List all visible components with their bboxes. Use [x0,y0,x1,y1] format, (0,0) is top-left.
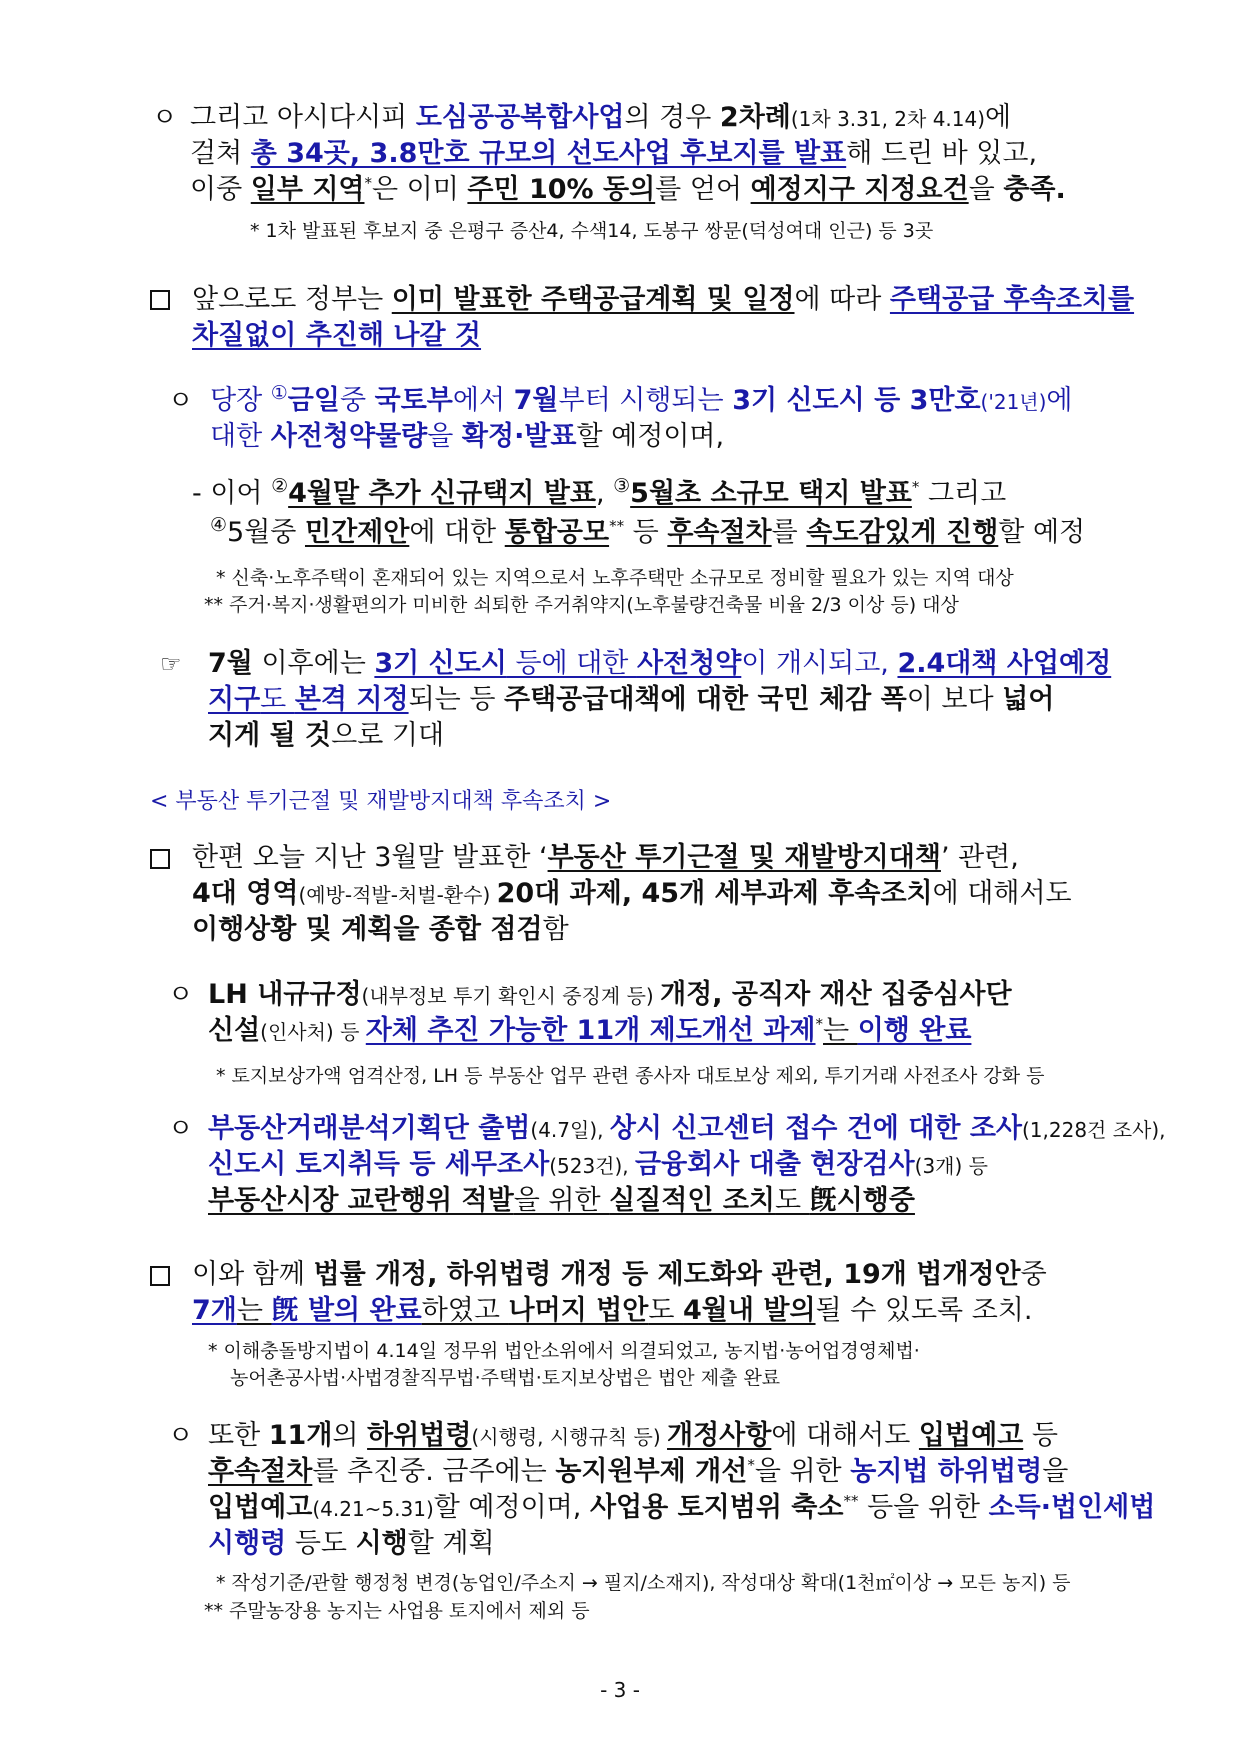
paragraph-line: 입법예고(4.21~5.31)할 예정이며, 사업용 토지범위 축소** 등을 위한 소득·법인세법 [208,1492,1156,1523]
footnote: * 이해충돌방지법이 4.14일 정무위 법안소위에서 의결되었고, 농지법·농어업경영체법· [208,1340,920,1362]
paragraph-line: 신도시 토지취득 등 세무조사(523건), 금융회사 대출 현장검사(3개) 등 [208,1149,988,1180]
pointing-hand-icon: ☞ [160,650,182,678]
bullet-circle: ㅇ [168,980,194,1010]
paragraph-line: 7월 이후에는 3기 신도시 등에 대한 사전청약이 개시되고, 2.4대책 사업예정 [208,648,1112,679]
paragraph-line: - 이어 ②4월말 추가 신규택지 발표, ③5월초 소규모 택지 발표* 그리고 [192,475,1007,509]
paragraph-line: 한편 오늘 지난 3월말 발표한 ‘부동산 투기근절 및 재발방지대책’ 관련, [192,842,1019,873]
paragraph-line: 그리고 아시다시피 도심공공복합사업의 경우 2차례(1차 3.31, 2차 4.14)에 [190,102,1012,133]
paragraph-line: 또한 11개의 하위법령(시행령, 시행규칙 등) 개정사항에 대해서도 입법예고 등 [208,1420,1058,1451]
paragraph-line: 대한 사전청약물량을 확정·발표할 예정이며, [210,421,725,452]
bullet-circle: ㅇ [168,1421,194,1451]
footnote: * 토지보상가액 엄격산정, LH 등 부동산 업무 관련 종사자 대토보상 제외, 투기거래 사전조사 강화 등 [216,1065,1045,1087]
page-number: - 3 - [600,1678,640,1702]
checkbox-square-icon [150,290,170,310]
paragraph-line: 차질없이 추진해 나갈 것 [192,320,482,351]
footnote: ** 주말농장용 농지는 사업용 토지에서 제외 등 [204,1600,590,1622]
footnote: * 1차 발표된 후보지 중 은평구 증산4, 수색14, 도봉구 쌍문(덕성여대 인근) 등 3곳 [250,220,934,242]
bullet-circle: ㅇ [168,1114,194,1144]
paragraph-line: 신설(인사처) 등 자체 추진 가능한 11개 제도개선 과제*는 이행 완료 [208,1015,972,1046]
paragraph-line: 이중 일부 지역*은 이미 주민 10% 동의를 얻어 예정지구 지정요건을 충족. [190,174,1066,205]
bullet-circle: ㅇ [168,386,194,416]
paragraph-line: 당장 ①금일중 국토부에서 7월부터 시행되는 3기 신도시 등 3만호('21년)에 [210,382,1073,416]
footnote: * 작성기준/관할 행정청 변경(농업인/주소지 → 필지/소재지), 작성대상 확대(1천㎡이상 → 모든 농지) 등 [216,1572,1071,1594]
paragraph-line: 앞으로도 정부는 이미 발표한 주택공급계획 및 일정에 따라 주택공급 후속조치를 [192,284,1135,315]
paragraph-line: ④5월중 민간제안에 대한 통합공모** 등 후속절차를 속도감있게 진행할 예정 [210,514,1086,548]
paragraph-line: 부동산시장 교란행위 적발을 위한 실질적인 조치도 旣시행중 [208,1185,915,1216]
paragraph-line: 후속절차를 추진중. 금주에는 농지원부제 개선*을 위한 농지법 하위법령을 [208,1456,1069,1487]
bullet-circle: ㅇ [152,103,178,133]
paragraph-line: 이행상황 및 계획을 종합 점검함 [192,914,569,945]
checkbox-square-icon [150,849,170,869]
paragraph-line: 지게 될 것으로 기대 [208,720,445,751]
footnote: * 신축·노후주택이 혼재되어 있는 지역으로서 노후주택만 소규모로 정비할 필요가 있는 지역 대상 [216,567,1014,589]
checkbox-square-icon [150,1266,170,1286]
paragraph-line: 시행령 등도 시행할 계획 [208,1528,495,1559]
section-heading: < 부동산 투기근절 및 재발방지대책 후속조치 > [150,789,612,814]
footnote: ** 주거·복지·생활편의가 미비한 쇠퇴한 주거취약지(노후불량건축물 비율 2/3 이상 등) 대상 [204,594,959,616]
paragraph-line: 부동산거래분석기획단 출범(4.7일), 상시 신고센터 접수 건에 대한 조사(1,228건 조사), [208,1113,1166,1144]
paragraph-line: 지구도 본격 지정되는 등 주택공급대책에 대한 국민 체감 폭이 보다 넓어 [208,684,1055,715]
footnote: 농어촌공사법·사법경찰직무법·주택법·토지보상법은 법안 제출 완료 [230,1367,781,1389]
paragraph-line: 4대 영역(예방-적발-처벌-환수) 20대 과제, 45개 세부과제 후속조치에 대해서도 [192,878,1072,909]
paragraph-line: 이와 함께 법률 개정, 하위법령 개정 등 제도화와 관련, 19개 법개정안중 [192,1259,1047,1290]
paragraph-line: 걸쳐 총 34곳, 3.8만호 규모의 선도사업 후보지를 발표해 드린 바 있고, [190,138,1038,169]
paragraph-line: 7개는 旣 발의 완료하였고 나머지 법안도 4월내 발의될 수 있도록 조치. [192,1295,1033,1326]
paragraph-line: LH 내규규정(내부정보 투기 확인시 중징계 등) 개정, 공직자 재산 집중심사단 [208,979,1012,1010]
